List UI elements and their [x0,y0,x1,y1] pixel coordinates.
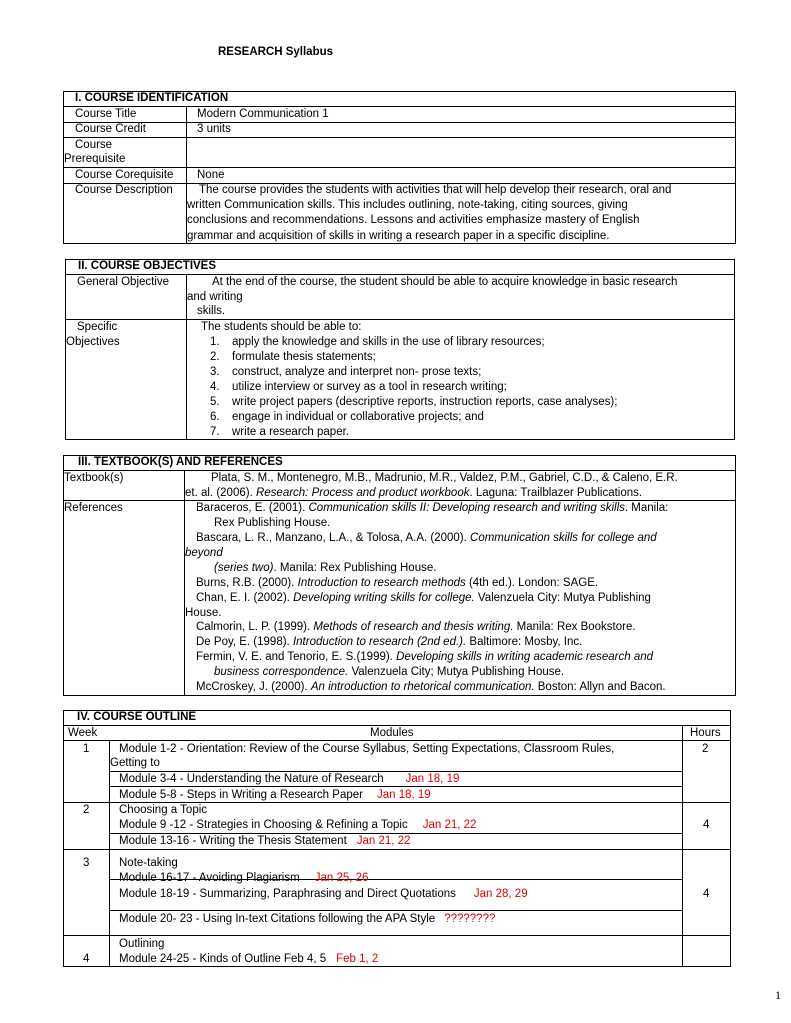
week-number: 1 [83,743,90,755]
list-item-number: 1. [210,336,220,348]
module-entry: Module 16-17 - Avoiding Plagiarism Jan 25, 26 [119,872,369,884]
general-objective-line: At the end of the course, the student should be able to acquire knowledge in basic research [212,276,678,288]
module-entry: Module 18-19 - Summarizing, Paraphrasing and Direct Quotations Jan 28, 29 [119,888,528,900]
reference-entry: House. [185,607,222,619]
prerequisite-label: Prerequisite [64,153,126,165]
list-item-number: 5. [210,396,220,408]
description-line: grammar and acquisition of skills in writing a research paper in a specific discipline. [187,230,610,242]
module-entry: Outlining [119,938,165,950]
course-title-value: Modern Communication 1 [197,108,329,120]
list-item: write project papers (descriptive reports, instruction reports, case analyses); [232,396,618,408]
module-entry: Module 9 -12 - Strategies in Choosing & Refining a Topic Jan 21, 22 [119,819,477,831]
list-item-number: 4. [210,381,220,393]
module-entry: Module 24-25 - Kinds of Outline Feb 4, 5 Feb 1, 2 [119,953,379,965]
description-line: conclusions and recommendations. Lessons and activities emphasize mastery of English [187,214,640,226]
hours-value: 2 [702,743,709,755]
general-objective-line: skills. [197,305,226,317]
module-entry: Module 3-4 - Understanding the Nature of Research Jan 18, 19 [119,773,460,785]
reference-entry: beyond [185,547,223,559]
section-header: III. TEXTBOOK(S) AND REFERENCES [78,456,283,468]
module-entry: Getting to [110,757,160,769]
corequisite-value: None [197,169,225,181]
course-title-label: Course Title [75,108,137,120]
hours-value: 4 [703,819,710,831]
general-objective-line: and writing [187,291,243,303]
textbook-entry: Plata, S. M., Montenegro, M.B., Madrunio, M.R., Valdez, P.M., Gabriel, C.D., & Caleno, E.R. [211,472,678,484]
corequisite-label: Course Corequisite [75,169,174,181]
description-line: written Communication skills. This includes outlining, note-taking, citing sources, giving [187,199,628,211]
week-number: 2 [83,804,90,816]
general-objective-label: General Objective [77,276,170,288]
textbook-label: Textbook(s) [64,472,124,484]
description-line: The course provides the students with activities that will help develop their research, oral and [199,184,672,196]
reference-entry: Calmorin, L. P. (1999). Methods of research and thesis writing. Manila: Rex Bookstore. [196,621,636,633]
reference-entry: Burns, R.B. (2000). Introduction to research methods (4th ed.). London: SAGE. [196,577,599,589]
textbook-entry: et. al. (2006). Research: Process and product workbook. Laguna: Trailblazer Publications. [185,487,643,499]
module-entry: Note-taking [119,857,178,869]
course-credit-label: Course Credit [75,123,146,135]
document-title: RESEARCH Syllabus [218,46,334,58]
page-number: 1 [775,988,781,1002]
module-entry: Module 13-16 - Writing the Thesis Statement Jan 21, 22 [119,835,411,847]
column-header-hours: Hours [690,727,721,739]
list-item-number: 3. [210,366,220,378]
reference-entry: Rex Publishing House. [214,517,331,529]
reference-entry: Chan, E. I. (2002). Developing writing skills for college. Valenzuela City: Mutya Publishing [196,592,651,604]
column-header-week: Week [68,727,98,739]
reference-entry: Bascara, L. R., Manzano, L.A., & Tolosa, A.A. (2000). Communication skills for college and [196,532,657,544]
specific-objectives-label: Specific [77,321,118,333]
module-entry: Module 5-8 - Steps in Writing a Research Paper Jan 18, 19 [119,789,431,801]
list-item: engage in individual or collaborative projects; and [232,411,484,423]
description-label: Course Description [75,184,173,196]
section-header: II. COURSE OBJECTIVES [78,260,217,272]
section-header: IV. COURSE OUTLINE [77,711,197,723]
hours-value: 4 [703,888,710,900]
specific-objectives-label: Objectives [66,336,120,348]
prerequisite-label: Course [75,139,113,151]
list-item-number: 7. [210,426,220,438]
module-entry: Choosing a Topic [119,804,208,816]
reference-entry: (series two). Manila: Rex Publishing House. [214,562,437,574]
list-item-number: 6. [210,411,220,423]
course-credit-value: 3 units [197,123,231,135]
list-item: apply the knowledge and skills in the use of library resources; [232,336,545,348]
week-number: 3 [83,857,90,869]
list-item: construct, analyze and interpret non- prose texts; [232,366,482,378]
list-item: write a research paper. [232,426,349,438]
column-header-modules: Modules [370,727,414,739]
reference-entry: McCroskey, J. (2000). An introduction to rhetorical communication. Boston: Allyn and Bacon. [196,681,666,693]
week-number: 4 [83,953,90,965]
reference-entry: Fermin, V. E. and Tenorio, E. S.(1999). Developing skills in writing academic research and [196,651,654,663]
module-entry: Module 20- 23 - Using In-text Citations following the APA Style ???????? [119,913,496,925]
list-item-number: 2. [210,351,220,363]
module-entry: Module 1-2 - Orientation: Review of the Course Syllabus, Setting Expectations, Classroom Rules, [119,743,615,755]
reference-entry: De Poy, E. (1998). Introduction to research (2nd ed.). Baltimore: Mosby, Inc. [196,636,583,648]
reference-entry: Baraceros, E. (2001). Communication skills II: Developing research and writing skills. Manila: [196,502,669,514]
list-item: formulate thesis statements; [232,351,376,363]
reference-entry: business correspondence. Valenzuela City; Mutya Publishing House. [214,666,565,678]
references-label: References [64,502,123,514]
section-header: I. COURSE IDENTIFICATION [75,92,229,104]
list-item: utilize interview or survey as a tool in research writing; [232,381,507,393]
objectives-intro: The students should be able to: [201,321,362,333]
